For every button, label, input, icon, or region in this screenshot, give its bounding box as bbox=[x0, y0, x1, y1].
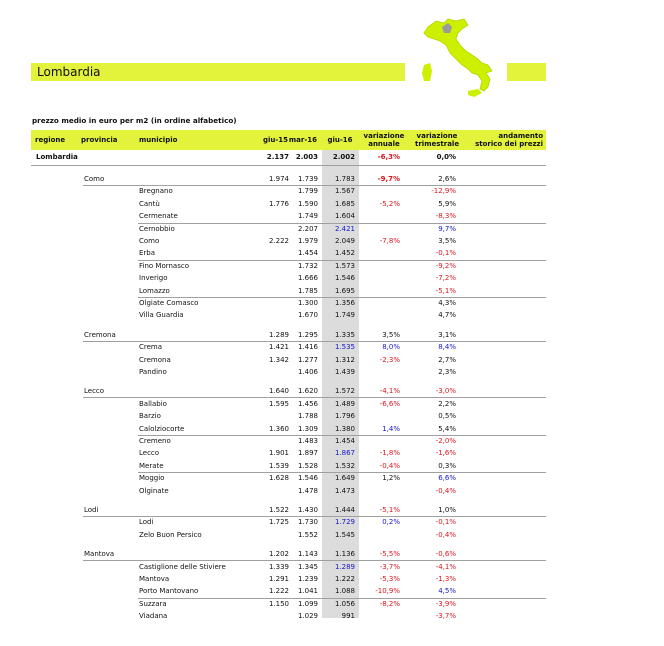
municipio-name: Barzio bbox=[139, 412, 161, 421]
municipio-name: Viadana bbox=[139, 612, 168, 621]
value-mar-16: 1.478 bbox=[297, 486, 318, 495]
value-giu-15: 1.522 bbox=[268, 506, 289, 514]
value-mar-16: 1.788 bbox=[297, 412, 318, 421]
variazione-trimestrale: 5,9% bbox=[438, 199, 456, 208]
municipio-name: Pandino bbox=[139, 368, 167, 376]
value-mar-16: 2.207 bbox=[297, 224, 318, 233]
variazione-trimestrale: 1,0% bbox=[438, 506, 456, 514]
variazione-annuale: -6,6% bbox=[379, 399, 400, 408]
value-giu-15: 1.342 bbox=[268, 355, 289, 364]
municipio-name: Lecco bbox=[139, 449, 160, 458]
value-mar-16: 1.730 bbox=[297, 518, 318, 527]
value-mar-16: 1.295 bbox=[297, 330, 318, 339]
value-giu-15: 1.360 bbox=[268, 424, 289, 433]
value-giu-16: 1.729 bbox=[334, 518, 355, 527]
provincia-name: Lodi bbox=[84, 506, 99, 514]
value-giu-16: 1.572 bbox=[334, 387, 355, 396]
municipio-name: Cremona bbox=[139, 355, 171, 364]
variazione-trimestrale: -7,2% bbox=[435, 274, 456, 283]
value-giu-16: 1.535 bbox=[334, 343, 355, 352]
value-giu-15: 1.776 bbox=[268, 199, 289, 208]
variazione-trimestrale: 2,7% bbox=[438, 355, 456, 364]
variazione-annuale: -5,1% bbox=[379, 506, 400, 514]
municipio-name: Calolziocorte bbox=[139, 424, 185, 433]
variazione-annuale: -9,7% bbox=[377, 175, 400, 183]
municipio-name: Castiglione delle Stiviere bbox=[139, 562, 226, 571]
value-giu-16: 1.136 bbox=[334, 550, 355, 559]
variazione-annuale: 1,2% bbox=[382, 474, 400, 483]
value-mar-16: 1.979 bbox=[297, 237, 318, 245]
municipio-name: Crema bbox=[139, 343, 163, 352]
value-giu-15: 1.339 bbox=[268, 562, 289, 571]
provincia-name: Lecco bbox=[84, 387, 105, 396]
value-giu-15: 1.421 bbox=[268, 343, 289, 352]
value-giu-16: 1.649 bbox=[334, 474, 355, 483]
value-giu-15: 1.901 bbox=[268, 449, 289, 458]
variazione-trimestrale: 4,7% bbox=[438, 311, 456, 320]
region-title: Lombardia bbox=[37, 65, 101, 79]
value-mar-16: 1.416 bbox=[297, 343, 318, 352]
value-mar-16: 1.143 bbox=[297, 550, 318, 559]
variazione-trimestrale: -9,2% bbox=[435, 261, 456, 270]
value-mar-16: 1.552 bbox=[297, 530, 318, 539]
value-mar-16: 1.239 bbox=[297, 575, 318, 583]
municipio-name: Erba bbox=[139, 249, 156, 258]
value-giu-16: 1.685 bbox=[334, 199, 355, 208]
value-giu-16: 1.335 bbox=[334, 330, 355, 339]
value-giu-15: 1.595 bbox=[268, 399, 289, 408]
value-giu-16: 1.473 bbox=[334, 486, 355, 495]
value-mar-16: 1.590 bbox=[297, 199, 318, 208]
value-giu-16: 1.783 bbox=[334, 175, 355, 183]
header-municipio: municipio bbox=[139, 136, 178, 144]
variazione-trimestrale: -5,1% bbox=[435, 286, 456, 295]
municipio-name: Moggio bbox=[139, 474, 165, 483]
municipio-name: Suzzara bbox=[139, 599, 167, 608]
variazione-trimestrale: 4,3% bbox=[438, 299, 456, 307]
value-giu-16: 1.056 bbox=[334, 599, 355, 608]
variazione-trimestrale: 3,5% bbox=[438, 237, 456, 245]
value-mar-16: 1.670 bbox=[297, 311, 318, 320]
variazione-trimestrale: 2,2% bbox=[438, 399, 456, 408]
variazione-annuale: -3,7% bbox=[379, 562, 400, 571]
municipio-name: Merate bbox=[139, 461, 164, 470]
value-giu-16: 2.049 bbox=[334, 237, 355, 245]
value-giu-16: 1.444 bbox=[334, 506, 355, 514]
variazione-trimestrale: -0,1% bbox=[435, 249, 456, 258]
value-giu-15: 2.222 bbox=[268, 237, 289, 245]
variazione-annuale: -4,1% bbox=[379, 387, 400, 396]
value-giu-16: 2.421 bbox=[334, 224, 355, 233]
value-mar-16: 1.406 bbox=[297, 368, 318, 376]
value-giu-16: 1.454 bbox=[334, 437, 355, 445]
variazione-trimestrale: 2,6% bbox=[438, 175, 456, 183]
variazione-trimestrale: -3,7% bbox=[435, 612, 456, 621]
header-provincia: provincia bbox=[81, 136, 118, 144]
value-giu-16: 1.356 bbox=[334, 299, 355, 307]
value-giu-15: 1.628 bbox=[268, 474, 289, 483]
value-giu-16: 1.796 bbox=[334, 412, 355, 421]
region-variazione-annuale: -6,3% bbox=[377, 153, 400, 161]
variazione-trimestrale: -0,6% bbox=[435, 550, 456, 559]
value-mar-16: 1.546 bbox=[297, 474, 318, 483]
variazione-trimestrale: -4,1% bbox=[435, 562, 456, 571]
municipio-name: Como bbox=[139, 237, 160, 245]
variazione-annuale: 0,2% bbox=[382, 518, 400, 527]
municipio-name: Olginate bbox=[139, 486, 169, 495]
group-separator-line bbox=[138, 260, 546, 261]
header-giu-16: giu-16 bbox=[327, 136, 353, 144]
value-giu-15: 1.640 bbox=[268, 387, 289, 396]
variazione-annuale: -5,3% bbox=[379, 575, 400, 583]
value-giu-15: 1.202 bbox=[268, 550, 289, 559]
municipio-name: Zelo Buon Persico bbox=[139, 530, 202, 539]
value-giu-16: 1.452 bbox=[334, 249, 355, 258]
value-mar-16: 1.430 bbox=[297, 506, 318, 514]
value-mar-16: 1.345 bbox=[297, 562, 318, 571]
region-value-giu-16: 2.002 bbox=[332, 153, 355, 161]
header-andamento-storico: andamento storico dei prezzi bbox=[475, 132, 543, 148]
municipio-name: Bregnano bbox=[139, 187, 173, 196]
municipio-name: Lomazzo bbox=[139, 286, 170, 295]
variazione-trimestrale: 9,7% bbox=[438, 224, 456, 233]
value-giu-15: 1.150 bbox=[268, 599, 289, 608]
value-giu-16: 1.604 bbox=[334, 212, 355, 221]
variazione-trimestrale: -2,0% bbox=[435, 437, 456, 445]
value-mar-16: 1.300 bbox=[297, 299, 318, 307]
value-giu-16: 1.289 bbox=[334, 562, 355, 571]
variazione-annuale: -8,2% bbox=[379, 599, 400, 608]
value-giu-16: 1.489 bbox=[334, 399, 355, 408]
group-separator-line bbox=[138, 435, 546, 436]
municipio-name: Villa Guardia bbox=[139, 311, 184, 320]
value-mar-16: 1.483 bbox=[297, 437, 318, 445]
municipio-name: Cernobbio bbox=[139, 224, 175, 233]
value-giu-16: 1.439 bbox=[334, 368, 355, 376]
variazione-annuale: -5,5% bbox=[379, 550, 400, 559]
municipio-name: Lodi bbox=[139, 518, 154, 527]
value-giu-16: 1.546 bbox=[334, 274, 355, 283]
variazione-trimestrale: 4,5% bbox=[438, 587, 456, 596]
value-mar-16: 1.666 bbox=[297, 274, 318, 283]
value-giu-16: 1.695 bbox=[334, 286, 355, 295]
provincia-separator-line bbox=[83, 397, 546, 398]
value-mar-16: 1.099 bbox=[297, 599, 318, 608]
group-separator-line bbox=[138, 297, 546, 298]
region-variazione-trimestrale: 0,0% bbox=[436, 153, 456, 161]
variazione-annuale: -5,2% bbox=[379, 199, 400, 208]
variazione-trimestrale: -1,3% bbox=[435, 575, 456, 583]
municipio-name: Inverigo bbox=[139, 274, 168, 283]
variazione-trimestrale: -3,0% bbox=[435, 387, 456, 396]
header-mar-16: mar-16 bbox=[288, 136, 317, 144]
variazione-trimestrale: -12,9% bbox=[431, 187, 456, 196]
region-value-mar-16: 2.003 bbox=[295, 153, 318, 161]
value-giu-16: 1.567 bbox=[334, 187, 355, 196]
provincia-name: Como bbox=[84, 175, 105, 183]
region-separator-line bbox=[31, 165, 546, 166]
municipio-name: Fino Mornasco bbox=[139, 261, 189, 270]
value-giu-16: 1.380 bbox=[334, 424, 355, 433]
value-mar-16: 1.799 bbox=[297, 187, 318, 196]
municipio-name: Cantù bbox=[139, 199, 160, 208]
value-mar-16: 1.739 bbox=[297, 175, 318, 183]
value-giu-15: 1.291 bbox=[268, 575, 289, 583]
value-giu-16: 1.545 bbox=[334, 530, 355, 539]
variazione-trimestrale: 2,3% bbox=[438, 368, 456, 376]
value-mar-16: 1.456 bbox=[297, 399, 318, 408]
value-giu-16: 1.088 bbox=[334, 587, 355, 596]
value-mar-16: 1.041 bbox=[297, 587, 318, 596]
provincia-name: Cremona bbox=[84, 330, 116, 339]
municipio-name: Cremeno bbox=[139, 437, 171, 445]
value-giu-15: 1.289 bbox=[268, 330, 289, 339]
group-separator-line bbox=[138, 598, 546, 599]
variazione-annuale: -1,8% bbox=[379, 449, 400, 458]
variazione-annuale: -0,4% bbox=[379, 461, 400, 470]
variazione-trimestrale: -0,4% bbox=[435, 486, 456, 495]
header-giu-15: giu-15 bbox=[262, 136, 288, 144]
value-giu-15: 1.222 bbox=[268, 587, 289, 596]
table-header bbox=[31, 130, 546, 150]
variazione-trimestrale: 0,3% bbox=[438, 461, 456, 470]
variazione-trimestrale: -0,4% bbox=[435, 530, 456, 539]
provincia-name: Mantova bbox=[84, 550, 115, 559]
variazione-trimestrale: -0,1% bbox=[435, 518, 456, 527]
title-bar-extension bbox=[507, 63, 546, 81]
variazione-trimestrale: 6,6% bbox=[438, 474, 456, 483]
value-mar-16: 1.732 bbox=[297, 261, 318, 270]
value-giu-16: 1.749 bbox=[334, 311, 355, 320]
provincia-separator-line bbox=[83, 185, 546, 186]
value-giu-16: 1.222 bbox=[334, 575, 355, 583]
variazione-trimestrale: -3,9% bbox=[435, 599, 456, 608]
value-giu-16: 1.312 bbox=[334, 355, 355, 364]
municipio-name: Porto Mantovano bbox=[139, 587, 199, 596]
header-variazione-trimestrale: variazione trimestrale bbox=[415, 132, 460, 148]
value-giu-16: 1.867 bbox=[334, 449, 355, 458]
value-giu-15: 1.725 bbox=[268, 518, 289, 527]
header-variazione-annuale: variazione annuale bbox=[363, 132, 405, 148]
region-title-bar bbox=[31, 63, 405, 81]
value-mar-16: 1.309 bbox=[297, 424, 318, 433]
value-mar-16: 1.620 bbox=[297, 387, 318, 396]
variazione-annuale: -2,3% bbox=[379, 355, 400, 364]
provincia-separator-line bbox=[83, 341, 546, 342]
italy-map-icon bbox=[418, 15, 498, 100]
value-giu-16: 991 bbox=[341, 612, 355, 621]
variazione-annuale: 1,4% bbox=[382, 424, 400, 433]
value-giu-15: 1.974 bbox=[268, 175, 289, 183]
value-giu-15: 1.539 bbox=[268, 461, 289, 470]
provincia-separator-line bbox=[83, 560, 546, 561]
variazione-trimestrale: 0,5% bbox=[438, 412, 456, 421]
value-mar-16: 1.749 bbox=[297, 212, 318, 221]
value-mar-16: 1.528 bbox=[297, 461, 318, 470]
group-separator-line bbox=[138, 223, 546, 224]
variazione-trimestrale: 8,4% bbox=[438, 343, 456, 352]
municipio-name: Mantova bbox=[139, 575, 170, 583]
municipio-name: Cermenate bbox=[139, 212, 178, 221]
variazione-annuale: 3,5% bbox=[382, 330, 400, 339]
value-giu-16: 1.532 bbox=[334, 461, 355, 470]
value-mar-16: 1.454 bbox=[297, 249, 318, 258]
variazione-annuale: -7,8% bbox=[379, 237, 400, 245]
variazione-trimestrale: 5,4% bbox=[438, 424, 456, 433]
value-giu-16: 1.573 bbox=[334, 261, 355, 270]
header-regione: regione bbox=[35, 136, 66, 144]
table-subtitle: prezzo medio in euro per m2 (in ordine alfabetico) bbox=[32, 116, 237, 125]
municipio-name: Olgiate Comasco bbox=[139, 299, 199, 307]
group-separator-line bbox=[138, 472, 546, 473]
variazione-trimestrale: 3,1% bbox=[438, 330, 456, 339]
variazione-annuale: 8,0% bbox=[382, 343, 400, 352]
variazione-trimestrale: -8,3% bbox=[435, 212, 456, 221]
municipio-name: Ballabio bbox=[139, 399, 167, 408]
region-value-giu-15: 2.137 bbox=[266, 153, 289, 161]
variazione-trimestrale: -1,6% bbox=[435, 449, 456, 458]
value-mar-16: 1.277 bbox=[297, 355, 318, 364]
region-name: Lombardia bbox=[36, 153, 78, 161]
value-mar-16: 1.029 bbox=[297, 612, 318, 621]
value-mar-16: 1.785 bbox=[297, 286, 318, 295]
variazione-annuale: -10,9% bbox=[375, 587, 400, 596]
provincia-separator-line bbox=[83, 516, 546, 517]
value-mar-16: 1.897 bbox=[297, 449, 318, 458]
